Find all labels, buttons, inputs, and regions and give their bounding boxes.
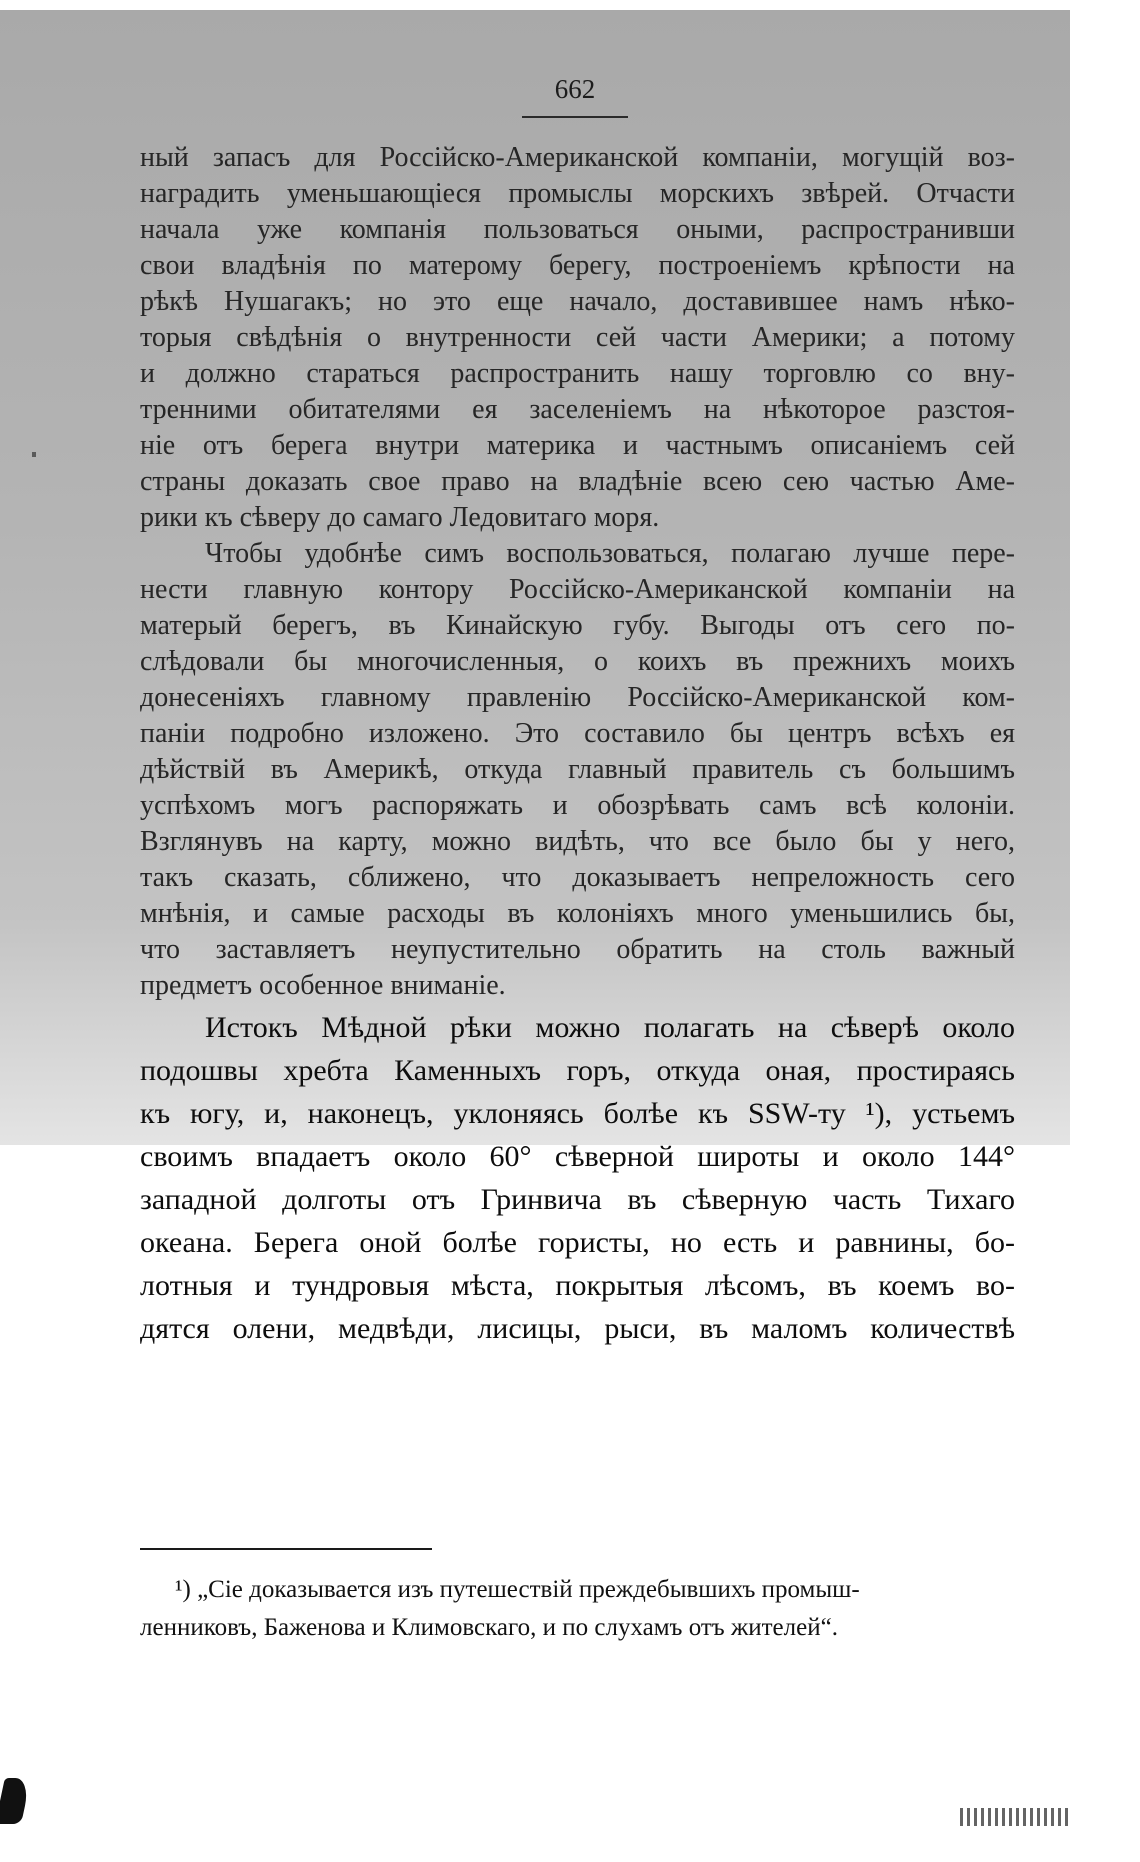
paragraph-start-line: Истокъ Мѣдной рѣки можно полагать на сѣверѣ около: [205, 1011, 1015, 1044]
footnote-text: „Сіе доказывается изъ путешествій преждебывшихъ промыш-: [197, 1576, 860, 1603]
text-line: слѣдовали бы многочисленныя, о коихъ въ прежнихъ моихъ: [140, 646, 1015, 677]
scan-smudge: [0, 1778, 31, 1824]
page-number: 662: [554, 74, 596, 104]
text-line: донесеніяхъ главному правленію Россійско-Американской ком-: [140, 682, 1015, 713]
text-line: паніи подробно изложено. Это составило бы центръ всѣхъ ея: [140, 718, 1015, 749]
footnote-line: ленниковъ, Баженова и Климовскаго, и по слухамъ отъ жителей“.: [140, 1614, 838, 1641]
text-line: свои владѣнія по матерому берегу, построеніемъ крѣпости на: [140, 250, 1015, 281]
text-line: предметъ особенное вниманіе.: [140, 970, 506, 1001]
text-line: начала уже компанія пользоваться оными, распространивши: [140, 214, 1015, 245]
text-line: своимъ впадаетъ около 60° сѣверной широты и около 144°: [140, 1140, 1015, 1173]
text-line: что заставляетъ неупустительно обратить на столь важный: [140, 934, 1015, 965]
text-line: матерый берегъ, въ Кинайскую губу. Выгоды отъ сего по-: [140, 610, 1015, 641]
text-line: лотныя и тундровыя мѣста, покрытыя лѣсомъ, въ коемъ во-: [140, 1269, 1015, 1302]
footnote-marker: ¹): [175, 1576, 191, 1603]
text-line: дятся олени, медвѣди, лисицы, рыси, въ маломъ количествѣ: [140, 1312, 1015, 1345]
text-line: подошвы хребта Каменныхъ горъ, откуда оная, простираясь: [140, 1054, 1015, 1087]
page-number-rule: [522, 116, 628, 118]
text-line: наградить уменьшающіеся промыслы морскихъ звѣрей. Отчасти: [140, 178, 1015, 209]
scan-noise: [960, 1808, 1070, 1826]
margin-speck: [32, 452, 36, 457]
text-line: страны доказать свое право на владѣніе всею сею частью Аме-: [140, 466, 1015, 497]
text-line: рѣкѣ Нушагакъ; но это еще начало, доставившее намъ нѣко-: [140, 286, 1015, 317]
text-line: ніе отъ берега внутри материка и частнымъ описаніемъ сей: [140, 430, 1015, 461]
text-line: къ югу, и, наконецъ, уклоняясь болѣе къ SSW-ту ¹), устьемъ: [140, 1097, 1015, 1130]
text-line: ный запасъ для Россійско-Американской компаніи, могущій воз-: [140, 142, 1015, 173]
text-line: такъ сказать, сближено, что доказываетъ непреложность сего: [140, 862, 1015, 893]
footnote-line: [175, 1572, 1015, 1608]
text-line: нести главную контору Россійско-Американской компаніи на: [140, 574, 1015, 605]
text-line: и должно стараться распространить нашу торговлю со вну-: [140, 358, 1015, 389]
text-line: западной долготы отъ Гринвича въ сѣверную часть Тихаго: [140, 1183, 1015, 1216]
text-line: рики къ сѣверу до самаго Ледовитаго моря.: [140, 502, 660, 533]
text-line: успѣхомъ могъ распоряжать и обозрѣвать самъ всѣ колоніи.: [140, 790, 1015, 821]
text-line: тренними обитателями ея заселеніемъ на нѣкоторое разстоя-: [140, 394, 1015, 425]
text-line: дѣйствій въ Америкѣ, откуда главный правитель съ большимъ: [140, 754, 1015, 785]
text-line: океана. Берега оной болѣе гористы, но есть и равнины, бо-: [140, 1226, 1015, 1259]
footnote-separator: [140, 1548, 432, 1550]
paragraph-start-line: Чтобы удобнѣе симъ воспользоваться, полагаю лучше пере-: [205, 538, 1015, 569]
text-line: Взглянувъ на карту, можно видѣть, что все было бы у него,: [140, 826, 1015, 857]
text-line: мнѣнія, и самые расходы въ колоніяхъ много уменьшились бы,: [140, 898, 1015, 929]
text-line: торыя свѣдѣнія о внутренности сей части Америки; а потому: [140, 322, 1015, 353]
